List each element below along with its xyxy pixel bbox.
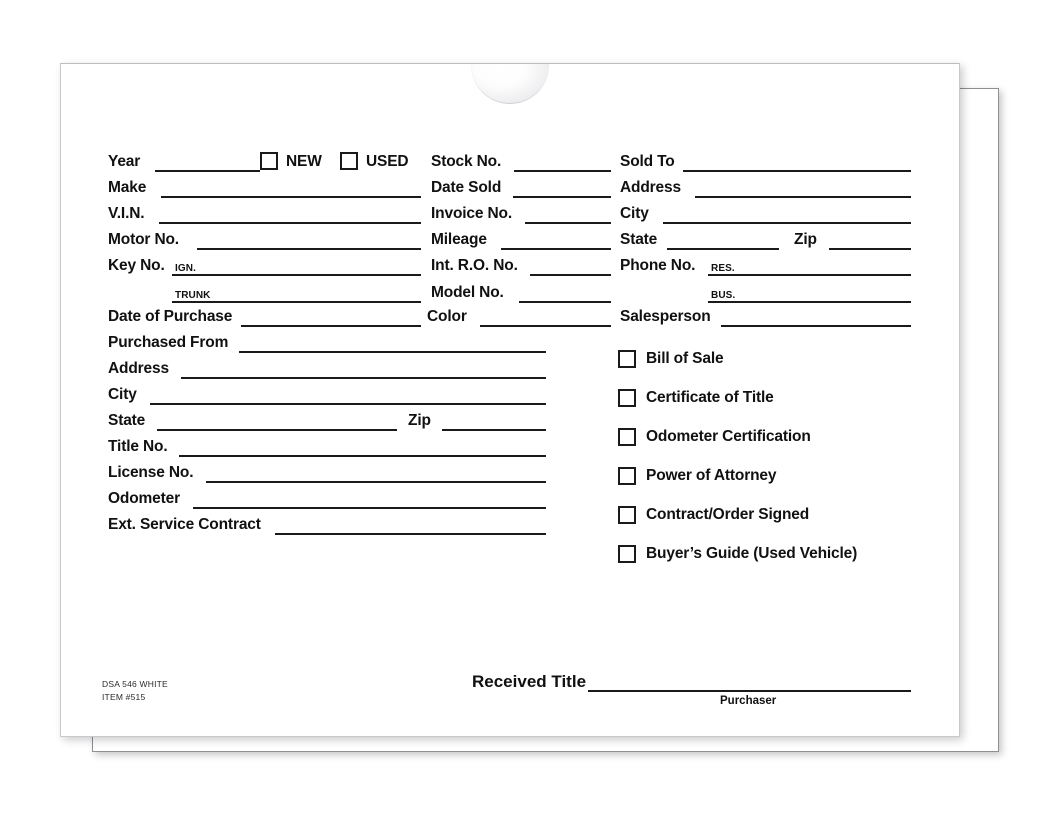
checkbox-label-odometer-certification: Odometer Certification [646, 428, 811, 445]
field-label-address-seller: Address [108, 360, 169, 377]
received-title-label: Received Title [472, 672, 587, 691]
field-rule-key-trunk[interactable] [172, 301, 421, 303]
checkbox-used[interactable] [340, 152, 358, 170]
field-rule-title-no[interactable] [179, 455, 546, 457]
purchaser-label: Purchaser [720, 695, 777, 707]
field-label-state-buyer: State [620, 231, 658, 248]
field-sublabel-key-trunk: TRUNK [175, 290, 211, 301]
field-rule-int-ro-no[interactable] [530, 274, 611, 276]
field-rule-make[interactable] [161, 196, 421, 198]
field-sublabel-phone-bus: BUS. [711, 290, 736, 301]
field-label-model-no: Model No. [431, 284, 504, 301]
checkbox-buyers-guide[interactable] [618, 545, 636, 563]
field-rule-motor-no[interactable] [197, 248, 421, 250]
field-rule-stock-no[interactable] [514, 170, 611, 172]
field-label-license-no: License No. [108, 464, 194, 481]
field-rule-address-buyer[interactable] [695, 196, 911, 198]
field-label-date-sold: Date Sold [431, 179, 502, 196]
field-rule-city-buyer[interactable] [663, 222, 911, 224]
field-label-title-no: Title No. [108, 438, 168, 455]
field-rule-salesperson[interactable] [721, 325, 911, 327]
field-label-key-no: Key No. [108, 257, 165, 274]
field-rule-license-no[interactable] [206, 481, 546, 483]
checkbox-power-of-attorney[interactable] [618, 467, 636, 485]
field-label-zip-seller: Zip [408, 412, 431, 429]
field-rule-phone-bus[interactable] [708, 301, 911, 303]
checkbox-certificate-of-title[interactable] [618, 389, 636, 407]
field-label-ext-service-contract: Ext. Service Contract [108, 516, 261, 533]
field-rule-ext-service-contract[interactable] [275, 533, 546, 535]
field-rule-phone-res[interactable] [708, 274, 911, 276]
field-label-mileage: Mileage [431, 231, 487, 248]
field-label-zip-buyer: Zip [794, 231, 817, 248]
field-label-motor-no: Motor No. [108, 231, 179, 248]
field-rule-vin[interactable] [159, 222, 421, 224]
field-sublabel-key-ign: IGN. [175, 263, 196, 274]
field-rule-state-seller[interactable] [157, 429, 397, 431]
field-rule-state-buyer[interactable] [667, 248, 779, 250]
field-label-purchased-from: Purchased From [108, 334, 229, 351]
checkbox-label-buyers-guide: Buyer’s Guide (Used Vehicle) [646, 545, 858, 562]
field-label-salesperson: Salesperson [620, 308, 711, 325]
checkbox-odometer-certification[interactable] [618, 428, 636, 446]
field-label-address-buyer: Address [620, 179, 681, 196]
field-label-phone-no: Phone No. [620, 257, 696, 274]
field-label-city-seller: City [108, 386, 137, 403]
field-label-int-ro-no: Int. R.O. No. [431, 257, 518, 274]
field-rule-model-no[interactable] [519, 301, 611, 303]
received-title-signature-rule[interactable] [588, 690, 911, 692]
field-rule-key-ign[interactable] [172, 274, 421, 276]
field-rule-mileage[interactable] [501, 248, 611, 250]
field-rule-zip-buyer[interactable] [829, 248, 911, 250]
field-label-make: Make [108, 179, 147, 196]
field-label-date-of-purchase: Date of Purchase [108, 308, 233, 325]
checkbox-contract-order-signed[interactable] [618, 506, 636, 524]
checkbox-label-contract-order-signed: Contract/Order Signed [646, 506, 810, 523]
form-code: DSA 546 WHITE [102, 679, 168, 689]
field-label-state-seller: State [108, 412, 146, 429]
field-label-vin: V.I.N. [108, 205, 145, 222]
thumb-notch [471, 64, 549, 104]
field-label-invoice-no: Invoice No. [431, 205, 513, 222]
field-rule-odometer[interactable] [193, 507, 546, 509]
checkbox-label-used: USED [366, 153, 409, 170]
field-rule-zip-seller[interactable] [442, 429, 546, 431]
envelope-front-sheet [60, 63, 960, 737]
field-sublabel-phone-res: RES. [711, 263, 735, 274]
field-rule-purchased-from[interactable] [239, 351, 546, 353]
checkbox-label-new: NEW [286, 153, 322, 170]
checkbox-label-certificate-of-title: Certificate of Title [646, 389, 774, 406]
field-rule-city-seller[interactable] [150, 403, 546, 405]
field-label-sold-to: Sold To [620, 153, 675, 170]
field-label-color: Color [427, 308, 467, 325]
field-label-year: Year [108, 153, 141, 170]
checkbox-bill-of-sale[interactable] [618, 350, 636, 368]
checkbox-label-power-of-attorney: Power of Attorney [646, 467, 777, 484]
field-rule-address-seller[interactable] [181, 377, 546, 379]
field-rule-invoice-no[interactable] [525, 222, 611, 224]
field-rule-year[interactable] [155, 170, 260, 172]
checkbox-label-bill-of-sale: Bill of Sale [646, 350, 724, 367]
field-rule-color[interactable] [480, 325, 611, 327]
checkbox-new[interactable] [260, 152, 278, 170]
item-code: ITEM #515 [102, 692, 146, 702]
field-label-city-buyer: City [620, 205, 649, 222]
field-label-odometer: Odometer [108, 490, 181, 507]
field-label-stock-no: Stock No. [431, 153, 502, 170]
field-rule-date-sold[interactable] [513, 196, 611, 198]
field-rule-date-of-purchase[interactable] [241, 325, 421, 327]
field-rule-sold-to[interactable] [683, 170, 911, 172]
